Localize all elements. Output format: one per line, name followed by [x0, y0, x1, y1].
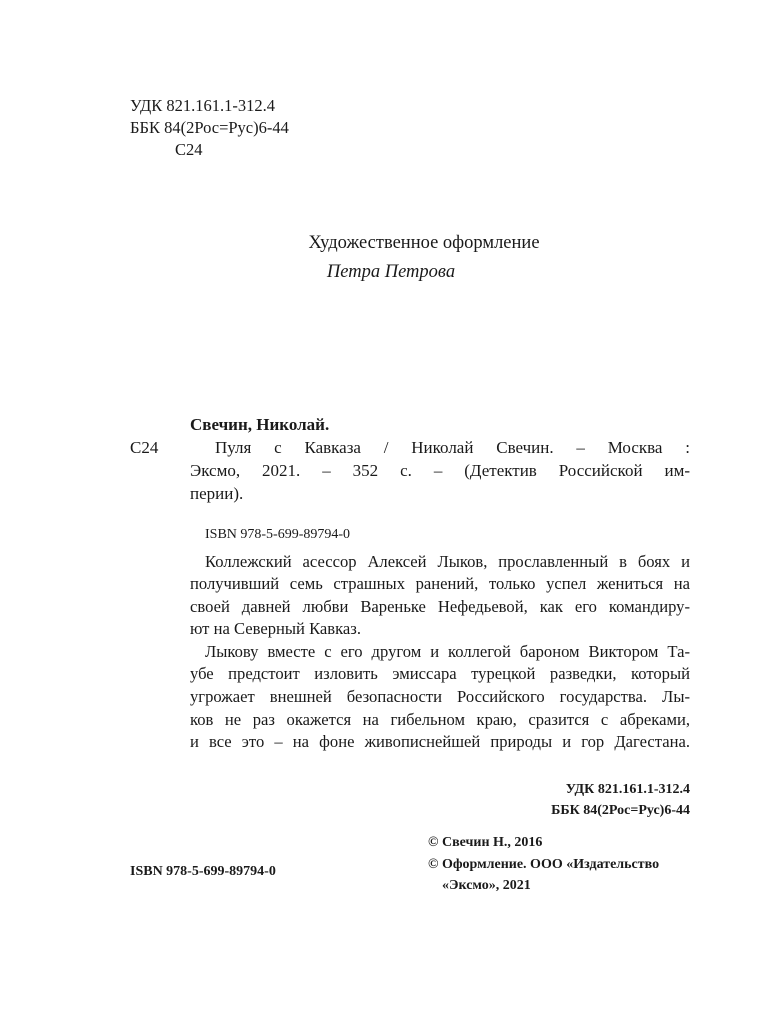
- credits-label: Художественное оформление: [308, 233, 540, 253]
- annotation-line: ют на Северный Кавказ.: [190, 619, 361, 638]
- author-heading: Свечин, Николай.: [190, 415, 330, 434]
- author-mark: С24: [175, 140, 203, 159]
- record-isbn: ISBN 978-5-699-89794-0: [205, 527, 351, 542]
- udk-code-bottom: УДК 821.161.1-312.4: [565, 782, 690, 797]
- annotation-line: убе предстоит изловить эмиссара турецкой разведки, который: [190, 664, 690, 683]
- record-line: Эксмо, 2021. – 352 с. – (Детектив Российской им-: [190, 461, 690, 480]
- annotation-line: Лыкову вместе с его другом и коллегой бароном Виктором Та-: [205, 642, 690, 661]
- record-author-mark: С24: [130, 438, 159, 457]
- copyright-author: © Свечин Н., 2016: [428, 835, 543, 850]
- record-line: Пуля с Кавказа / Николай Свечин. – Москва :: [215, 438, 690, 457]
- annotation-line: своей давней любви Вареньке Нефедьевой, как его командиру-: [190, 597, 690, 616]
- bbk-code: ББК 84(2Рос=Рус)6-44: [130, 118, 289, 137]
- footer-isbn: ISBN 978-5-699-89794-0: [130, 864, 276, 879]
- annotation-line: получивший семь страшных ранений, только успел жениться на: [190, 574, 690, 593]
- bbk-code-bottom: ББК 84(2Рос=Рус)6-44: [551, 803, 690, 818]
- udk-code: УДК 821.161.1-312.4: [130, 96, 276, 115]
- annotation-line: угрожает внешней безопасности Российского государства. Лы-: [190, 687, 690, 706]
- record-line: перии).: [190, 484, 244, 503]
- annotation-line: и все это – на фоне живописнейшей природы и гор Дагестана.: [190, 732, 690, 751]
- copyright-design: © Оформление. ООО «Издательство: [428, 857, 660, 872]
- annotation-line: ков не раз окажется на гибельном краю, сразится с абреками,: [190, 710, 690, 729]
- annotation-line: Коллежский асессор Алексей Лыков, прославленный в боях и: [205, 552, 690, 571]
- copyright-design-cont: «Эксмо», 2021: [442, 878, 531, 893]
- credits-artist: Петра Петрова: [326, 262, 456, 282]
